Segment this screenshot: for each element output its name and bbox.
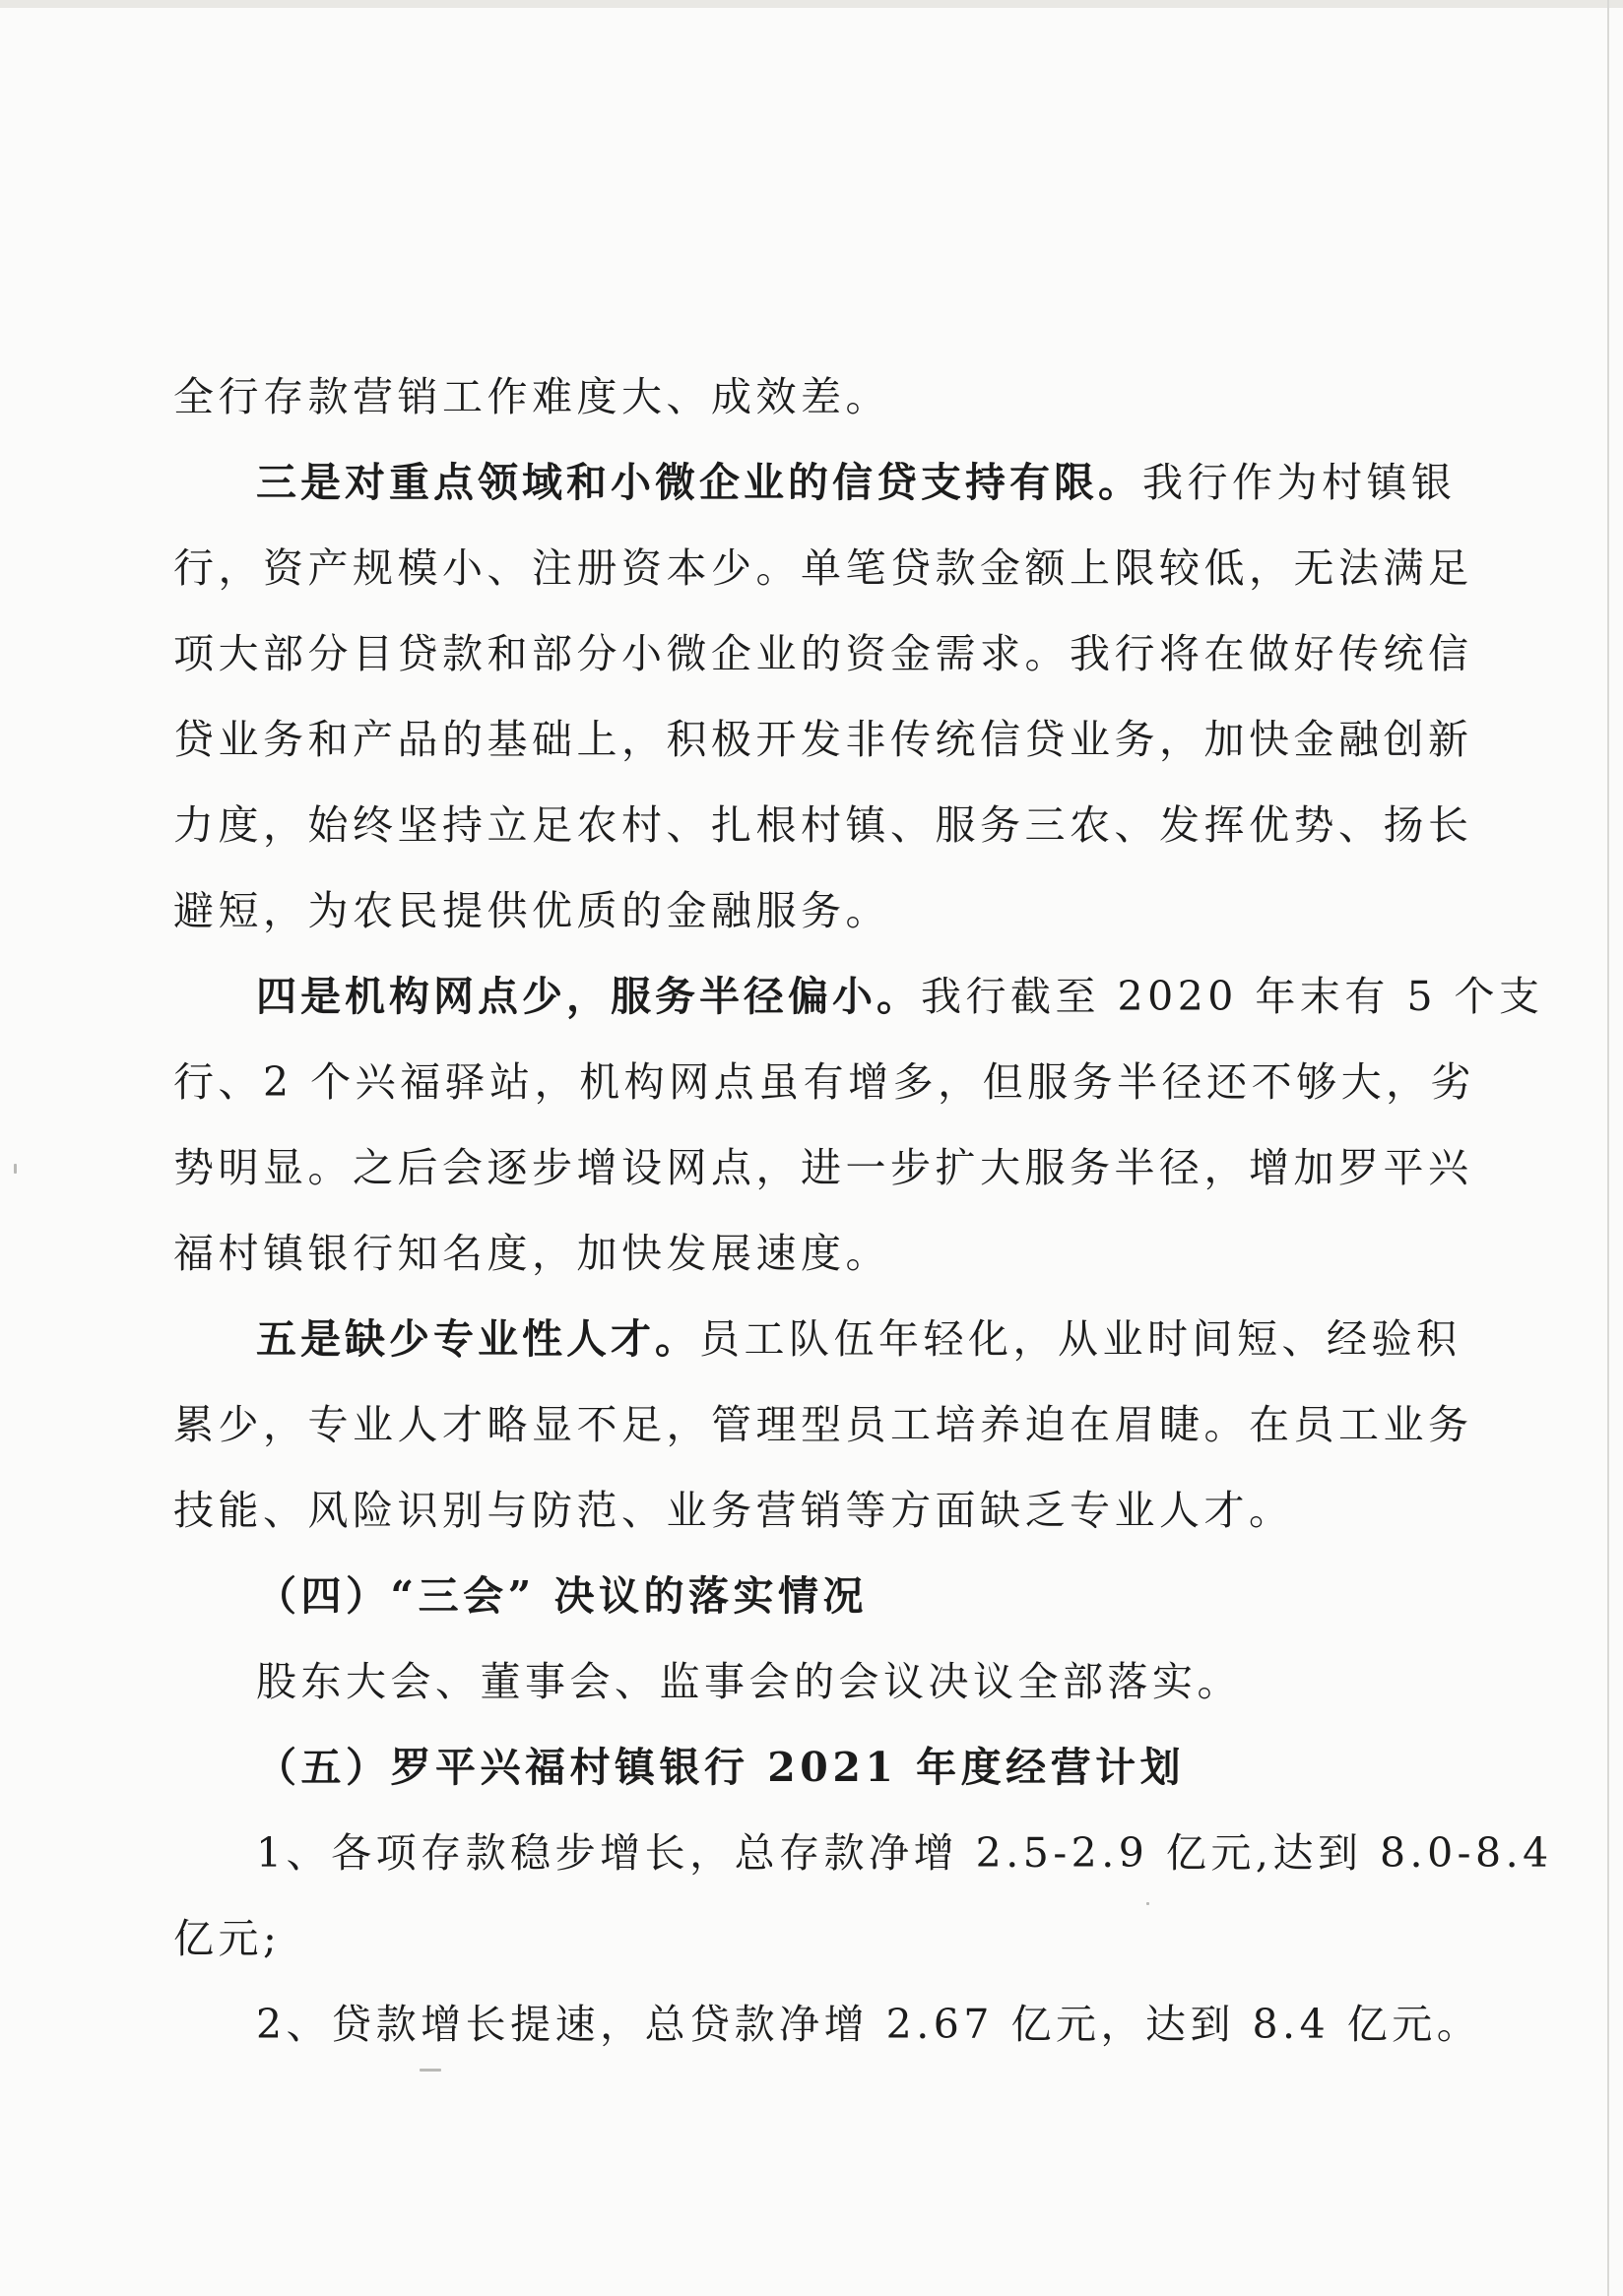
body-line: 项大部分目贷款和部分小微企业的资金需求。我行将在做好传统信 xyxy=(173,630,1473,677)
paragraph-point-three xyxy=(173,440,1473,954)
lead-rest: 我行作为村镇银 xyxy=(1142,459,1457,506)
body-line: 行、2 个兴福驿站，机构网点虽有增多，但服务半径还不够大，劣 xyxy=(173,1058,1476,1106)
section-four-text: 股东大会、董事会、监事会的会议决议全部落实。 xyxy=(256,1658,1242,1705)
scan-speck xyxy=(14,1164,17,1174)
scan-speck xyxy=(1146,1902,1149,1905)
scan-top-edge xyxy=(0,0,1623,8)
section-heading-five: （五）罗平兴福村镇银行 2021 年度经营计划 xyxy=(256,1744,1186,1791)
body-line: 行，资产规模小、注册资本少。单笔贷款金额上限较低，无法满足 xyxy=(173,544,1473,592)
body-line: 力度，始终坚持立足农村、扎根村镇、服务三农、发挥优势、扬长 xyxy=(173,801,1473,849)
plan-item-1: 1、各项存款稳步增长，总存款净增 2.5-2.9 亿元,达到 8.0-8.4 xyxy=(256,1829,1553,1877)
body-line: 势明显。之后会逐步增设网点，进一步扩大服务半径，增加罗平兴 xyxy=(173,1144,1473,1191)
section-heading-four: （四）“三会” 决议的落实情况 xyxy=(256,1572,868,1620)
body-line: 累少，专业人才略显不足，管理型员工培养迫在眉睫。在员工业务 xyxy=(173,1401,1473,1448)
paragraph-first-line xyxy=(173,1297,1461,1382)
lead-rest: 我行截至 2020 年末有 5 个支 xyxy=(921,973,1544,1020)
paragraph-first-line xyxy=(173,440,1457,526)
scan-speck xyxy=(420,2069,441,2072)
paragraph-first-line xyxy=(173,954,1544,1040)
bold-lead: 三是对重点领域和小微企业的信贷支持有限。 xyxy=(256,459,1142,506)
paragraph-point-five xyxy=(173,1297,1473,1554)
lead-rest: 员工队伍年轻化，从业时间短、经验积 xyxy=(699,1315,1461,1363)
scan-right-edge xyxy=(1607,0,1609,2296)
body-line: 技能、风险识别与防范、业务营销等方面缺乏专业人才。 xyxy=(173,1487,1294,1534)
document-body xyxy=(173,354,1553,2068)
bold-lead: 四是机构网点少，服务半径偏小。 xyxy=(256,973,921,1020)
plan-item-1-continued: 亿元; xyxy=(173,1915,282,1962)
body-line: 贷业务和产品的基础上，积极开发非传统信贷业务，加快金融创新 xyxy=(173,716,1473,763)
bold-lead: 五是缺少专业性人才。 xyxy=(256,1315,699,1363)
plan-item-2: 2、贷款增长提速，总贷款净增 2.67 亿元，达到 8.4 亿元。 xyxy=(256,2001,1482,2048)
body-line: 避短，为农民提供优质的金融服务。 xyxy=(173,887,890,934)
paragraph-point-four xyxy=(173,954,1544,1297)
body-line: 福村镇银行知名度，加快发展速度。 xyxy=(173,1230,890,1277)
body-line: 全行存款营销工作难度大、成效差。 xyxy=(173,373,890,420)
